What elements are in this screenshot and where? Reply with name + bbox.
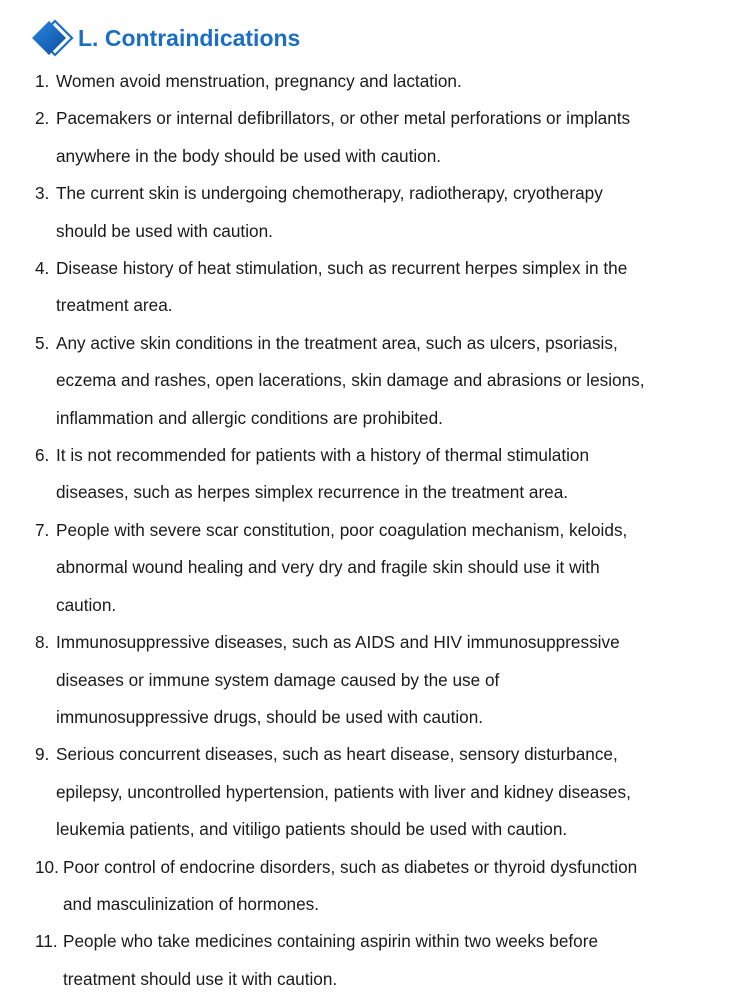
item-text-line: People with severe scar constitution, poor coagulation mechanism, keloids, (56, 519, 628, 540)
item-number: 4. (35, 258, 50, 279)
list-item (35, 175, 725, 250)
item-text (56, 437, 725, 512)
item-text-line: Pacemakers or internal defibrillators, or other metal perforations or implants (56, 108, 631, 129)
item-text (56, 624, 725, 736)
item-text-line: The current skin is undergoing chemotherapy, radiotherapy, cryotherapy (56, 183, 603, 204)
list-item (35, 63, 725, 100)
item-text-line: immunosuppressive drugs, should be used with caution. (56, 706, 484, 727)
item-text-line: epilepsy, uncontrolled hypertension, patients with liver and kidney diseases, (56, 781, 631, 802)
item-text (63, 923, 725, 998)
item-text-line: Serious concurrent diseases, such as heart disease, sensory disturbance, (56, 744, 618, 765)
item-number: 10. (35, 856, 59, 877)
item-text (56, 175, 725, 250)
item-text-line: treatment should use it with caution. (63, 968, 338, 989)
item-text-line: and masculinization of hormones. (63, 893, 320, 914)
item-number: 9. (35, 744, 50, 765)
list-item (35, 100, 725, 175)
item-text-line: anywhere in the body should be used with caution. (56, 145, 442, 166)
item-text (56, 325, 725, 437)
item-text-line: Poor control of endocrine disorders, such as diabetes or thyroid dysfunction (63, 856, 638, 877)
item-number: 1. (35, 71, 50, 91)
list-item (35, 923, 725, 998)
list-item (35, 512, 725, 624)
list-item (35, 325, 725, 437)
item-text-line: inflammation and allergic conditions are prohibited. (56, 407, 443, 428)
item-text-line: should be used with caution. (56, 220, 273, 241)
item-text-line: abnormal wound healing and very dry and fragile skin should use it with (56, 557, 600, 578)
item-text-line: leukemia patients, and vitiligo patients should be used with caution. (56, 819, 568, 840)
item-text-line: Women avoid menstruation, pregnancy and lactation. (56, 71, 462, 91)
item-text (63, 849, 725, 924)
item-text-line: Any active skin conditions in the treatment area, such as ulcers, psoriasis, (56, 332, 618, 353)
item-text-line: People who take medicines containing aspirin within two weeks before (63, 931, 599, 952)
item-text-line: treatment area. (56, 295, 173, 316)
item-number: 7. (35, 519, 50, 540)
item-text-line: Disease history of heat stimulation, such as recurrent herpes simplex in the (56, 258, 628, 279)
item-text (56, 63, 725, 100)
item-text-line: eczema and rashes, open lacerations, skin damage and abrasions or lesions, (56, 370, 645, 391)
item-text (56, 736, 725, 848)
item-text (56, 512, 725, 624)
item-number: 2. (35, 108, 50, 129)
contraindications-list (35, 63, 725, 998)
item-text-line: diseases, such as herpes simplex recurrence in the treatment area. (56, 482, 569, 503)
item-text-line: It is not recommended for patients with a history of thermal stimulation (56, 445, 590, 466)
list-item (35, 849, 725, 924)
list-item (35, 736, 725, 848)
item-text (56, 250, 725, 325)
list-item (35, 624, 725, 736)
item-number: 11. (35, 931, 58, 952)
item-number: 6. (35, 445, 50, 466)
item-text-line: diseases or immune system damage caused by the use of (56, 669, 500, 690)
item-text-line: Immunosuppressive diseases, such as AIDS and HIV immunosuppressive (56, 632, 620, 653)
section-heading (31, 18, 300, 58)
list-item (35, 437, 725, 512)
item-number: 8. (35, 632, 50, 653)
page-title: L. Contraindications (78, 25, 301, 51)
item-number: 3. (35, 183, 50, 204)
item-text (56, 100, 725, 175)
item-number: 5. (35, 332, 50, 353)
item-text-line: caution. (56, 594, 117, 615)
double-diamond-icon (31, 18, 77, 58)
list-item (35, 250, 725, 325)
